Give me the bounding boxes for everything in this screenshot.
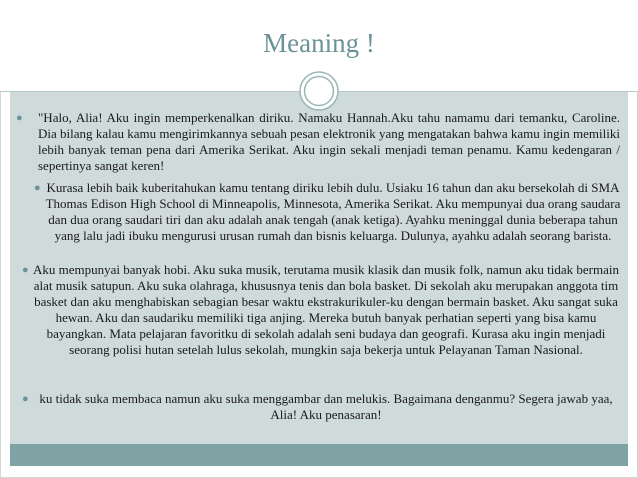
list-item bbox=[34, 180, 624, 244]
list-item bbox=[16, 110, 620, 174]
filled-circle-bullet-icon: ● bbox=[16, 112, 23, 124]
circle-ornament-icon bbox=[299, 71, 339, 111]
list-item-text: ku tidak suka membaca namun aku suka menggambar dan melukis. Bagaimana denganmu? Segera jawab yaa, Alia! Aku penasaran! bbox=[39, 391, 613, 422]
list-item-text: Aku mempunyai banyak hobi. Aku suka musik, terutama musik klasik dan musik folk, namun aku tidak bermain alat musik satupun. Aku suka olahraga, khususnya tenis dan bola basket. Di sekolah aku merupakan anggota tim basket dan aku menghabiskan sebagian besar waktu ekstrakurikuler-ku dengan bermain basket. Aku sangat suka hewan. Aku dan saudariku memiliki tiga anjing. Mereka butuh banyak perhatian seperti yang bisa kamu bayangkan. Mata pelajaran favoritku di sekolah adalah seni budaya dan geografi. Kurasa aku ingin menjadi seorang polisi hutan setelah lulus sekolah, mungkin saja bekerja untuk Pelayanan Taman Nasional. bbox=[33, 262, 619, 357]
filled-circle-bullet-icon: ● bbox=[22, 393, 29, 405]
bottom-bar bbox=[10, 444, 628, 466]
filled-circle-bullet-icon: ● bbox=[34, 182, 41, 194]
filled-circle-bullet-icon: ● bbox=[22, 264, 29, 276]
list-item-text: "Halo, Alia! Aku ingin memperkenalkan diriku. Namaku Hannah.Aku tahu namamu dari temanku, Caroline. Dia bilang kalau kamu mengirimkannya sebuah pesan elektronik yang mengatakan bahwa kamu ingin memiliki lebih banyak teman pena dari Amerika Serikat. Aku ingin sekali menjadi teman penamu. Kamu kedengaran / sepertinya sangat keren! bbox=[38, 110, 620, 173]
list-item-text: Kurasa lebih baik kuberitahukan kamu tentang diriku lebih dulu. Usiaku 16 tahun dan aku bersekolah di SMA Thomas Edison High School di Minneapolis, Minnesota, Amerika Serikat. Aku mempunyai dua orang saudara dan dua orang saudari tiri dan aku adalah anak tengah (anak ketiga). Ayahku meninggal dunia beberapa tahun yang lalu jadi ibuku mengurusi urusan rumah dan bisnis keluarga. Dulunya, ayahku adalah seorang barista. bbox=[45, 180, 621, 243]
slide-title: Meaning ! bbox=[263, 28, 375, 58]
list-item bbox=[22, 262, 622, 358]
list-item bbox=[22, 391, 622, 423]
